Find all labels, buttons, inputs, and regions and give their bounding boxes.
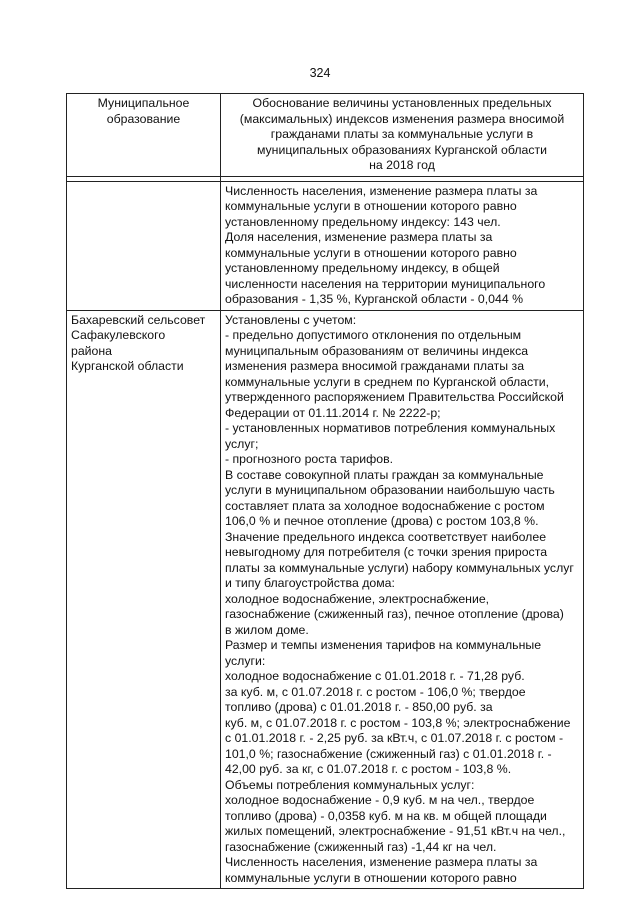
header-justification-cell — [221, 94, 584, 177]
text-line: гражданами платы за коммунальные услуги в — [270, 127, 534, 141]
text-line: изменения размера вносимой гражданами платы за — [225, 359, 525, 373]
text-line: с 01.01.2018 г. - 2,25 руб. за кВт.ч, с 01.07.2018 г. с ростом - — [225, 731, 564, 745]
text-line: 42,00 руб. за кг, с 01.07.2018 г. с ростом - 103,8 %. — [225, 762, 512, 776]
text-line: Установлены с учетом: — [225, 312, 357, 327]
text-line: услуги в муниципальном образовании наибольшую часть — [225, 483, 555, 497]
text-line: 106,0 % и печное отопление (дрова) с ростом 103,8 %. — [225, 514, 539, 528]
text-line: платы за коммунальные услуги) набору коммунальных услуг — [225, 560, 574, 575]
text-line: холодное водоснабжение, электроснабжение, — [225, 591, 490, 606]
text-line: Сафакулевского — [71, 328, 166, 342]
text-line: Курганской области — [71, 359, 184, 373]
text-line: Численность населения, изменение размера платы за — [225, 855, 538, 869]
text-line: коммунальные услуги в отношении которого равно — [225, 870, 517, 885]
text-line: Объемы потребления коммунальных услуг: — [225, 777, 475, 792]
text-line: - установленных нормативов потребления коммунальных — [225, 421, 556, 435]
text-line: холодное водоснабжение с 01.01.2018 г. - 71,28 руб. — [225, 669, 525, 683]
text-line: коммунальные услуги в среднем по Курганской области, — [225, 374, 550, 389]
text-line: В составе совокупной платы граждан за коммунальные — [225, 467, 544, 482]
text-line: Численность населения, изменение размера платы за — [225, 183, 538, 198]
text-line: (максимальных) индексов изменения размера вносимой — [239, 111, 565, 126]
text-line: топливо (дрова) с 01.01.2018 г. - 850,00 руб. за — [225, 700, 493, 714]
text-line: муниципальных образованиях Курганской области — [256, 142, 548, 157]
text-line: жилых помещений, электроснабжение - 91,51 кВт.ч на чел., — [225, 824, 566, 838]
continuation-municipality-cell — [67, 181, 221, 310]
municipality-name-cell — [67, 310, 221, 889]
text-line: муниципальным образованиям от величины индекса — [225, 343, 529, 358]
text-line: Федерации от 01.11.2014 г. № 2222-р; — [225, 405, 441, 420]
text-line: Муниципальное — [97, 96, 190, 110]
text-line: Бахаревский сельсовет — [71, 312, 206, 327]
text-line: района — [71, 343, 113, 358]
header-municipality-cell — [67, 94, 221, 177]
text-line: за куб. м, с 01.07.2018 г. с ростом - 106,0 %; твердое — [225, 684, 526, 699]
text-line: коммунальные услуги в отношении которого равно — [225, 245, 517, 260]
text-line: в жилом доме. — [225, 622, 309, 637]
table-header-row — [67, 94, 584, 177]
text-line: коммунальные услуги в отношении которого равно — [225, 199, 517, 213]
text-line: услуги: — [225, 653, 266, 668]
text-line: Доля населения, изменение размера платы за — [225, 230, 493, 244]
text-line: образования - 1,35 %, Курганской области - 0,044 % — [225, 292, 524, 306]
text-line: Значение предельного индекса соответствует наиболее — [225, 529, 547, 544]
text-line: топливо (дрова) - 0,0358 куб. м на кв. м общей площади — [225, 808, 547, 823]
page-number: 324 — [309, 66, 331, 80]
text-line: 101,0 %; газоснабжение (сжиженный газ) с 01.01.2018 г. - — [225, 746, 552, 761]
text-line: утвержденного распоряжением Правительства Российской — [225, 390, 564, 404]
indices-table — [66, 93, 584, 889]
text-line: - прогнозного роста тарифов. — [225, 452, 394, 466]
text-line: и типу благоустройства дома: — [225, 576, 395, 590]
text-line: холодное водоснабжение - 0,9 куб. м на чел., твердое — [225, 793, 535, 807]
table-row — [67, 181, 584, 310]
continuation-justification-cell — [221, 181, 584, 310]
text-line: численности населения на территории муниципального — [225, 276, 546, 291]
text-line: невыгодному для потребителя (с точки зрения прироста — [225, 545, 548, 559]
text-line: установленному предельному индексу: 143 чел. — [225, 214, 501, 229]
text-line: Обоснование величины установленных предельных — [252, 96, 552, 110]
text-line: куб. м, с 01.07.2018 г. с ростом - 103,8 %; электроснабжение — [225, 715, 571, 730]
text-line: на 2018 год — [369, 158, 435, 172]
text-line: газоснабжение (сжиженный газ), печное отопление (дрова) — [225, 607, 564, 621]
text-line: установленному предельному индексу, в общей — [225, 261, 500, 275]
text-line: - предельно допустимого отклонения по отдельным — [225, 328, 522, 342]
text-line: образование — [106, 111, 181, 126]
text-line: газоснабжение (сжиженный газ) -1,44 кг на чел. — [225, 839, 497, 854]
municipality-justification-cell — [221, 310, 584, 889]
table-row — [67, 310, 584, 889]
text-line: составляет плата за холодное водоснабжение с ростом — [225, 498, 545, 513]
text-line: услуг; — [225, 436, 259, 451]
text-line: Размер и темпы изменения тарифов на коммунальные — [225, 638, 542, 652]
